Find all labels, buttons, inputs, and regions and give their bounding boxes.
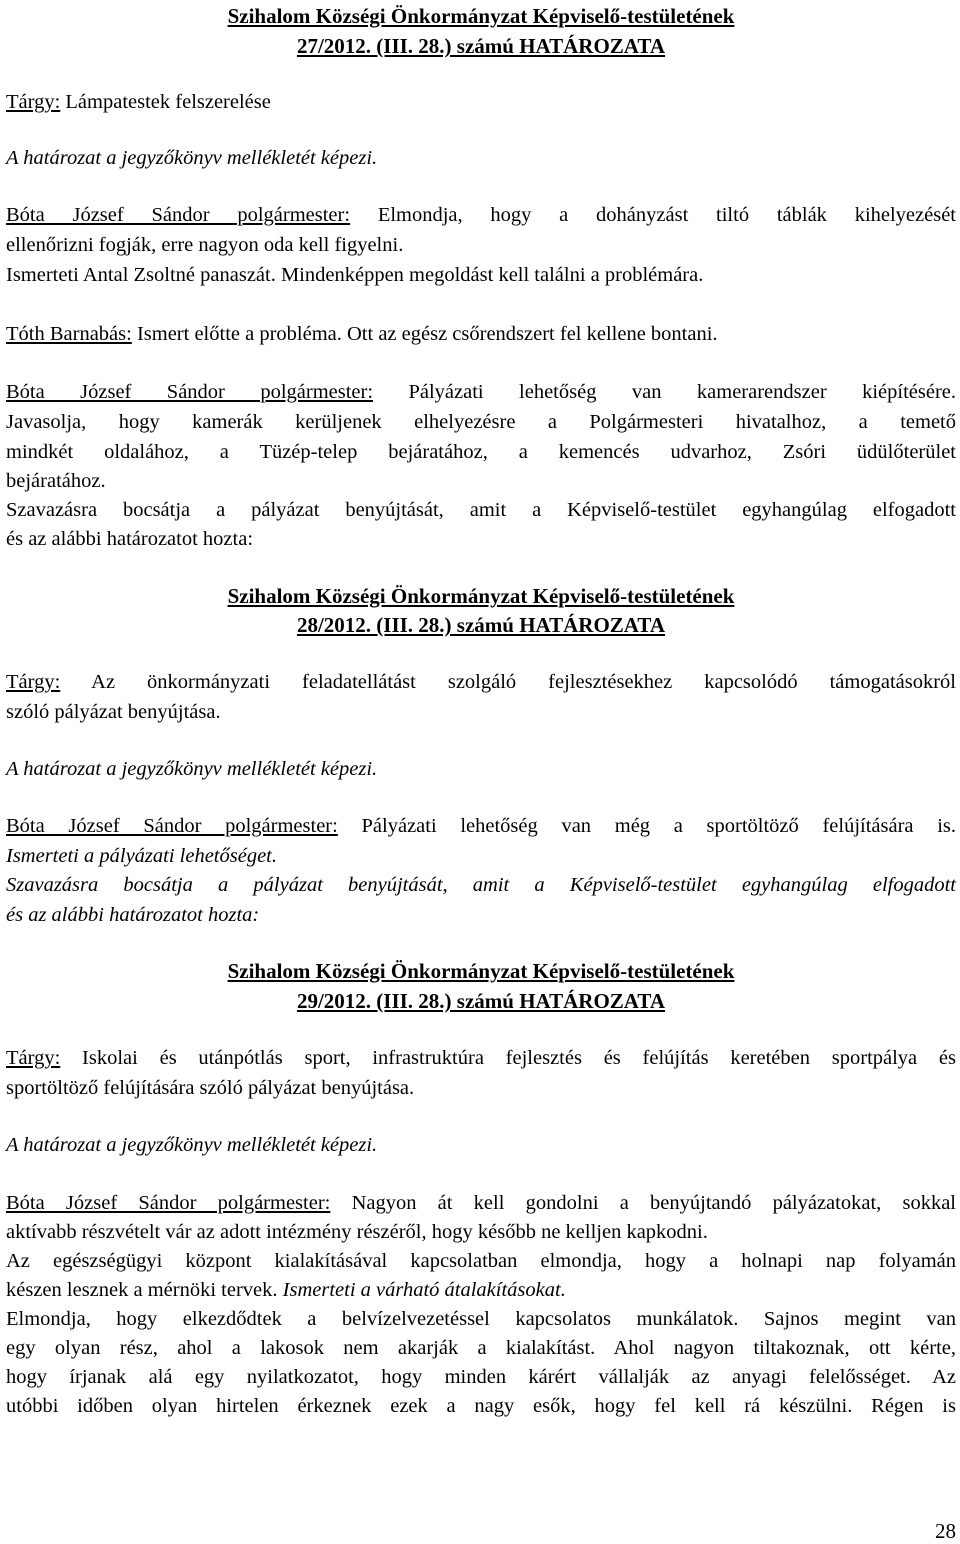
subject-line bbox=[6, 90, 956, 114]
resolution-heading: Szihalom Községi Önkormányzat Képviselő-testületének bbox=[227, 4, 735, 28]
speaker-label: Tóth Barnabás: bbox=[6, 323, 132, 345]
subject-line: Tárgy: Iskolai és utánpótlás sport, infrastruktúra fejlesztés és felújítás keretében sportpálya és bbox=[6, 1047, 956, 1069]
paragraph-line: Ismerteti Antal Zsoltné panaszát. Mindenképpen megoldást kell találni a problémára. bbox=[6, 264, 704, 286]
paragraph-line: Szavazásra bocsátja a pályázat benyújtását, amit a Képviselő-testület egyhangúlag elfogadott bbox=[6, 874, 956, 896]
paragraph-line: hogy írjanak alá egy nyilatkozatot, hogy minden kárért vállalják az anyagi felelősséget. Az bbox=[6, 1366, 956, 1388]
resolution-number: 28/2012. (III. 28.) számú HATÁROZATA bbox=[296, 613, 666, 637]
paragraph-line: mindkét oldalához, a Tüzép-telep bejáratához, a kemencés udvarhoz, Zsóri üdülőterület bbox=[6, 441, 956, 463]
paragraph-line: Bóta József Sándor polgármester: Elmondja, hogy a dohányzást tiltó táblák kihelyezését bbox=[6, 204, 956, 226]
resolution-number: 27/2012. (III. 28.) számú HATÁROZATA bbox=[296, 34, 666, 58]
subject-line: szóló pályázat benyújtása. bbox=[6, 701, 221, 723]
paragraph-line: Tóth Barnabás: Ismert előtte a probléma. Ott az egész csőrendszert fel kellene bontani. bbox=[6, 323, 718, 345]
resolution-number: 29/2012. (III. 28.) számú HATÁROZATA bbox=[296, 989, 666, 1013]
paragraph-line: utóbbi időben olyan hirtelen érkeznek ezek a nagy esők, hogy fel kell rá készülni. Régen is bbox=[6, 1395, 956, 1417]
attachment-note: A határozat a jegyzőkönyv mellékletét képezi. bbox=[6, 758, 378, 780]
speaker-label: Bóta József Sándor polgármester: bbox=[6, 1192, 331, 1214]
attachment-note: A határozat a jegyzőkönyv mellékletét képezi. bbox=[6, 1134, 378, 1156]
page-number: 28 bbox=[935, 1519, 956, 1543]
paragraph-line: ellenőrizni fogják, erre nagyon oda kell figyelni. bbox=[6, 234, 404, 256]
paragraph-line: Az egészségügyi központ kialakításával kapcsolatban elmondja, hogy a holnapi nap folyamán bbox=[6, 1250, 956, 1272]
subject-label: Tárgy: bbox=[6, 1047, 61, 1069]
subject-label: Tárgy: bbox=[6, 91, 61, 113]
paragraph-line: Ismerteti a pályázati lehetőséget. bbox=[6, 845, 277, 867]
paragraph-line: egy olyan rész, ahol a lakosok nem akarják a kialakítást. Ahol nagyon tiltakoznak, ott kérte, bbox=[6, 1337, 956, 1359]
paragraph-line: bejáratához. bbox=[6, 470, 106, 492]
paragraph-line: Bóta József Sándor polgármester: Pályázati lehetőség van kamerarendszer kiépítésére. bbox=[6, 381, 956, 403]
subject-line: sportöltöző felújítására szóló pályázat benyújtása. bbox=[6, 1077, 415, 1099]
subject-text: Lámpatestek felszerelése bbox=[60, 91, 271, 113]
speaker-label: Bóta József Sándor polgármester: bbox=[6, 381, 374, 403]
paragraph-line: Bóta József Sándor polgármester: Nagyon át kell gondolni a benyújtandó pályázatokat, sokkal bbox=[6, 1192, 957, 1214]
paragraph-line: és az alábbi határozatot hozta: bbox=[6, 528, 254, 550]
paragraph-line: és az alábbi határozatot hozta: bbox=[6, 904, 260, 926]
resolution-heading: Szihalom Községi Önkormányzat Képviselő-testületének bbox=[227, 959, 735, 983]
resolution-heading: Szihalom Községi Önkormányzat Képviselő-testületének bbox=[227, 584, 735, 608]
paragraph-line: Bóta József Sándor polgármester: Pályázati lehetőség van még a sportöltöző felújítására is. bbox=[6, 815, 957, 837]
subject-label: Tárgy: bbox=[6, 671, 61, 693]
paragraph-line: Szavazásra bocsátja a pályázat benyújtását, amit a Képviselő-testület egyhangúlag elfogadott bbox=[6, 499, 956, 521]
paragraph-line: készen lesznek a mérnöki tervek. Ismerteti a várható átalakításokat. bbox=[6, 1279, 566, 1301]
paragraph-line: Javasolja, hogy kamerák kerüljenek elhelyezésre a Polgármesteri hivatalhoz, a temető bbox=[6, 411, 956, 433]
attachment-note: A határozat a jegyzőkönyv mellékletét képezi. bbox=[6, 147, 378, 169]
speaker-label: Bóta József Sándor polgármester: bbox=[6, 204, 351, 226]
speaker-label: Bóta József Sándor polgármester: bbox=[6, 815, 338, 837]
paragraph-line: Elmondja, hogy elkezdődtek a belvízelvezetéssel kapcsolatos munkálatok. Sajnos megint van bbox=[6, 1308, 956, 1330]
paragraph-line: aktívabb részvételt vár az adott intézmény részéről, hogy később ne kelljen kapkodni. bbox=[6, 1221, 708, 1243]
subject-line: Tárgy: Az önkormányzati feladatellátást szolgáló fejlesztésekhez kapcsolódó támogatásokról bbox=[6, 671, 956, 693]
